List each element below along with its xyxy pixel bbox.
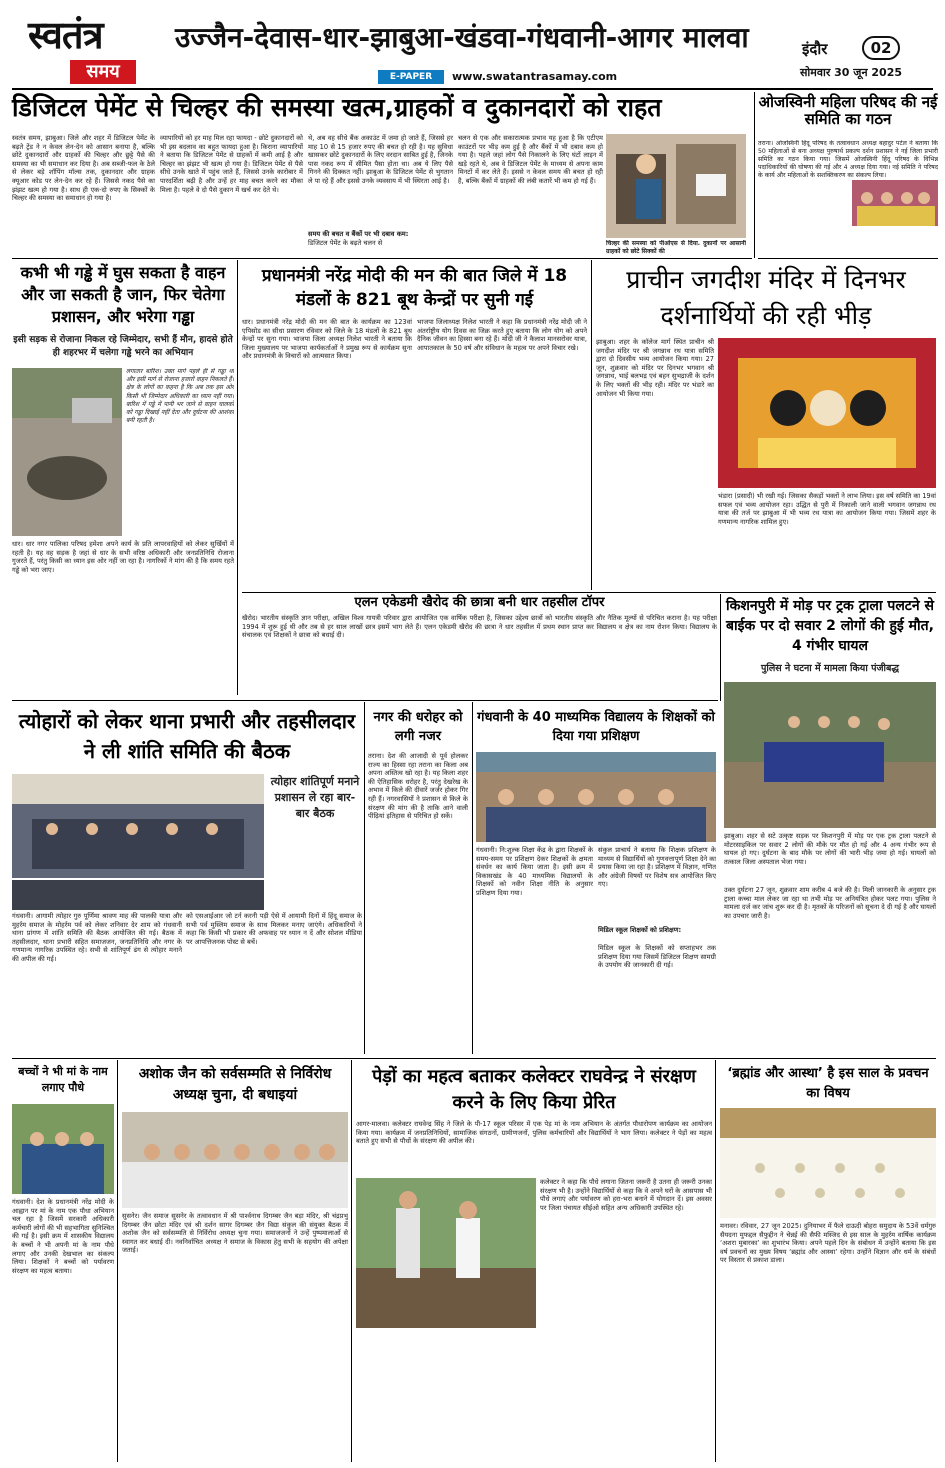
- bachhon-text: गंधवानी। देश के प्रधानमंत्री नरेंद्र मोदी के आह्वान पर मां के नाम एक पौधा अभियान चल रहा है जिसमें सरकारी अधिकारी कर्मचारी लोगों की भी सहभागिता सुनिश्चित की गई है। इसी क्रम में शासकीय विद्यालय के बच्चों ने भी अपनी मां के नाम पौधे लगाए और उनकी देखभाल का संकल्प लिया। शिक्षकों ने बच्चों को पर्यावरण संरक्षण का महत्व बताया।: [12, 1198, 114, 1275]
- jagdish-col2: भंडारा (प्रसादी) भी रखी गई। जिसका सैकड़ों भक्तों ने लाभ लिया। इस वर्ष समिति का 19वां सफल एवं भव्य आयोजन रहा। उद्धित से पुरी में निकाली जाने वाली भगवान जगन्नाथ रथ यात्रा की तर्ज पर झाबुआ में भी भव्य रथ यात्रा का आयोजन किया गया। जिसमें शहर के गणमान्य नागरिक शामिल हुए।: [718, 492, 936, 526]
- tyohar-photo: [12, 774, 264, 878]
- logo-top: स्वतंत्र: [28, 13, 103, 57]
- ojasvini-rule: [758, 258, 938, 259]
- digital-col1: स्वतंत्र समय, झाबुआ। जिले और शहर में डिजिटल पेमेंट के बढ़ते ट्रेंड ने न केवल लेन-देन को आसान बनाया है, बल्कि छोटे दुकानदारों और ग्राहकों की चिल्हर और छुट्टे पैसे की समस्या का भी समाधान कर दिया है। अब सब्जी-फल के ठेले से लेकर बड़े शॉपिंग मॉल्स तक, दुकानदार और ग्राहक क्यूआर कोड पर लेन-देन कर रहे हैं। जिससे नकद पैसे का झंझट खत्म हो गया है। साथ ही एक-दो रुपए के सिक्कों के चिल्हर की समस्या का समाधान हो गया है।: [12, 134, 155, 203]
- allen-text: खैरोद। भारतीय संस्कृति ज्ञान परीक्षा, अखिल विश्व गायत्री परिवार द्वारा आयोजित एक वार्षिक परीक्षा है, जिसका उद्देश्य छात्रों को भारतीय संस्कृति और नैतिक मूल्यों से परिचित कराना है। यह परीक्षा 1994 में शुरू हुई थी और तब से हर साल लाखों छात्र इसमें भाग लेते हैं। एलन एकेडमी खैरोद की छात्रा ने धार तहसील में प्रथम स्थान प्राप्त कर विद्यालय व क्षेत्र का नाम रोशन किया। विद्यालय के संचालक एवं शिक्षकों ने छात्रा को बधाई दी।: [242, 614, 717, 640]
- page-number: 02: [870, 39, 892, 57]
- digital-col2: व्यापारियों को हर माह मिल रहा फायदा - छोटे दुकानदारों को भी इस बदलाव का बहुत फायदा हुआ है। किराना व्यापारियों ने बताया कि डिजिटल पेमेंट से ग्राहकों में कमी आई है और चिल्हर का झंझट भी खत्म हो गया है। डिजिटल पेमेंट से पैसे सीधे उनके खाते में पहुंच जाते हैं, जिससे उनके कारोबार में पारदर्शिता बढ़ी है और उन्हें हर माह बचत करने का मौका मिला है। पहले वे दो पैसे दुकान में खर्च कर देते थे।: [160, 134, 303, 194]
- vrule-e: [472, 702, 473, 1054]
- vrule-c: [720, 594, 721, 701]
- digital-subhead: समय की बचत व बैंकों पर भी दबाव कम:: [308, 230, 409, 238]
- kishanpuri-headline: किशनपुरी में मोड़ पर ट्रक ट्राला पलटने से बाईक पर दो सवार 2 लोगों की हुई मौत, 4 गंभीर घायल: [726, 598, 934, 654]
- ped-text3: [356, 1332, 536, 1460]
- modi-col1: धार। प्रधानमंत्री नरेंद्र मोदी की मन की बात के कार्यक्रम का 123वां एपिसोड का सीधा प्रसारण रविवार को जिले के 18 मंडलों के 821 बूथ केन्द्रों पर सुना गया। भाजपा जिला अध्यक्ष निलेश भारती ने बताया कि जिला मुख्यालय पर भाजपा कार्यकर्ताओं ने प्रमुख रूप से कार्यक्रम सुना और प्रधानमंत्री के विचारों को आत्मसात किया।: [242, 318, 412, 361]
- digital-photo: [606, 134, 746, 238]
- digital-caption: चिल्हर की समस्या को पीओएस से दिया. दुकानों पर आसानी ग्राहकों को छोटे सिक्कों की: [606, 240, 746, 255]
- school-subhead: मिडिल स्कूल शिक्षकों को प्रशिक्षण:: [598, 926, 682, 934]
- ped-text2: कलेक्टर ने कहा कि पौधे लगाना जितना जरूरी है उतना ही जरूरी उनका संरक्षण भी है। उन्होंने विद्यार्थियों से कहा कि वे अपने घरों के आसपास भी पौधे लगाएं और पर्यावरण को हरा-भरा बनाने में योगदान दें। इस अवसर पर जिला पंचायत सीईओ सहित अन्य अधिकारी उपस्थित रहे।: [540, 1178, 712, 1212]
- vrule-right-top: [754, 92, 755, 258]
- bachhon-headline: बच्चों ने भी मां के नाम लगाए पौधे: [18, 1065, 108, 1094]
- tyohar-headline: त्योहारों को लेकर थाना प्रभारी और तहसीलदार ने ली शांति समिति की बैठक: [18, 709, 356, 763]
- ashok-headline: अशोक जैन को सर्वसम्मति से निर्विरोध अध्यक्ष चुना, दी बधाइयां: [138, 1066, 332, 1103]
- bachhon-photo: [12, 1104, 114, 1194]
- digital-col3: थे, अब वह सीधे बैंक अकाउंट में जमा हो जाते हैं, जिससे हर माह 10 से 15 हजार रुपए की बचत हो रही है। यह सुविधा खासकर छोटे दुकानदारों के लिए वरदान साबित हुई है, जिनके पास नकद रूप में सीमित पैसा होता था। अब ये लिए पैसे गिनने की दिक्कत नहीं। झाबुआ के डिजिटल पेमेंट से भुगतान ले पा रहे हैं और इससे उनके व्यवसाय में भी स्थिरता आई है।: [308, 134, 453, 185]
- digital-rule: [12, 258, 752, 259]
- website[interactable]: www.swatantrasamay.com: [452, 70, 618, 83]
- logo-bottom: समय: [86, 61, 120, 82]
- masthead: [0, 0, 945, 90]
- digital-headline: डिजिटल पेमेंट से चिल्हर की समस्या खत्म,ग्राहकों व दुकानदारों को राहत: [12, 93, 662, 122]
- brahmand-headline: ‘ब्रह्मांड और आस्था’ है इस साल के प्रवचन का विषय: [727, 1066, 929, 1101]
- ped-text: आगर-मालवा। कलेक्टर राघवेन्द्र सिंह ने जिले के पी-17 स्कूल परिसर में एक पेड़ मां के नाम अभियान के अंतर्गत पौधारोपण कार्यक्रम का आयोजन किया गया। कार्यक्रम में जनप्रतिनिधियों, सामाजिक संगठनों, ग्रामीणजनों, पुलिस कर्मचारियों और विद्यार्थियों ने भाग लिया। कलेक्टर ने पेड़ों का महत्व बताते हुए सभी से पौधों के संरक्षण की अपील की।: [356, 1120, 712, 1146]
- brahmand-text: मनावर। रविवार, 27 जून 2025। दुनियाभर में फैले दाऊदी बोहरा समुदाय के 53वें धर्मगुरु सैयदना मुफद्दल सैफुद्दीन ने चेन्नई की सैफी मस्जिद से इस साल के मुहर्रम वार्षिक कार्यक्रम ‘अशरा मुबारका’ का शुभारंभ किया। अपने पहले दिन के संबोधन में उन्होंने बताया कि इस वर्ष प्रवचनों का मुख्य विषय ‘ब्रह्मांड और आस्था’ रहेगा। उन्होंने विज्ञान और धर्म के संबंधों पर विस्तार से प्रकाश डाला।: [720, 1222, 936, 1265]
- epaper-badge: [378, 70, 444, 84]
- ped-headline: पेड़ों का महत्व बताकर कलेक्टर राघवेन्द्र ने संरक्षण करने के लिए किया प्रेरित: [372, 1066, 696, 1113]
- ashok-photo: [122, 1112, 348, 1208]
- brahmand-photo: [720, 1108, 936, 1218]
- page-number-badge: [862, 36, 900, 60]
- modi-headline: प्रधानमंत्री नरेंद्र मोदी की मन की बात जिले में 18 मंडलों के 821 बूथ केन्द्रों पर सुनी गई: [261, 266, 568, 310]
- city-label: इंदौर: [802, 40, 828, 58]
- jagdish-headline: प्राचीन जगदीश मंदिर में दिनभर दर्शनार्थियों की रही भीड़: [626, 265, 906, 330]
- vrule-g: [351, 1060, 352, 1462]
- digital-col4: चलन से एक और सकारात्मक प्रभाव यह हुआ है कि एटीएम काउंटरों पर भीड़ कम हुई है और बैंकों में भी दबाव कम हो गया है। पहले जहां लोग पैसे निकालने के लिए घंटों लाइन में खड़े रहते थे, अब वे डिजिटल पेमेंट के माध्यम से अपना काम मिनटों में कर लेते हैं। इससे न केवल समय की बचत हो रही है, बल्कि बैंकों में ग्राहकों की लंबी कतारें भी कम हो गई हैं।: [458, 134, 603, 185]
- kishanpuri-text: झाबुआ। शहर से सटे उत्कृष्ट सड़क पर किशनपुरी में मोड़ पर एक ट्रक ट्राला पलटने से मोटरसाइकिल पर सवार 2 लोगों की मौके पर मौत हो गई और 4 अन्य गंभीर रूप से घायल हो गए। दुर्घटना के बाद मौके पर लोगों की भारी भीड़ जमा हो गई। घायलों को तत्काल जिला अस्पताल भेजा गया।: [724, 832, 936, 866]
- vrule-d: [364, 702, 365, 1054]
- tyohar-deck: त्योहार शांतिपूर्ण मनाने प्रशासन ले रहा बार-बार बैठक: [270, 775, 360, 820]
- hrule-low: [12, 1058, 936, 1059]
- kishanpuri-text2: उक्त दुर्घटना 27 जून, शुक्रवार शाम करीब 4 बजे की है। मिली जानकारी के अनुसार ट्रक ट्राला कच्चा माल लेकर जा रहा था तभी मोड़ पर अनियंत्रित होकर पलट गया। पुलिस ने मामला दर्ज कर जांच शुरू कर दी है। मृतकों के परिजनों को सूचना दे दी गई है और घायलों का उपचार जारी है।: [724, 886, 936, 920]
- digital-col3b: डिजिटल पेमेंट के बढ़ते चलन से: [308, 239, 383, 247]
- gaddha-photo: [12, 368, 122, 536]
- vrule-b: [591, 260, 592, 590]
- school-col2: संकुल प्राचार्य ने बताया कि शिक्षक प्रशिक्षण के माध्यम से विद्यार्थियों को गुणवत्तापूर्ण शिक्षा देने का प्रयास किया जा रहा है। प्रशिक्षण में विज्ञान, गणित और अंग्रेजी विषयों पर विशेष सत्र आयोजित किए गए।: [598, 846, 716, 889]
- ojasvini-photo: [852, 180, 938, 226]
- school-photo: [476, 752, 716, 842]
- epaper-label: E-PAPER: [389, 72, 433, 82]
- allen-headline: एलन एकेडमी खैरोद की छात्रा बनी धार तहसील टॉपर: [354, 595, 605, 610]
- kishanpuri-photo: [724, 682, 936, 828]
- masthead-rule: [12, 88, 933, 90]
- digital-col3-wrap: [308, 134, 453, 254]
- jagdish-rule: [242, 592, 936, 593]
- school-headline: गंधवानी के 40 माध्यमिक विद्यालय के शिक्षकों को दिया गया प्रशिक्षण: [477, 710, 715, 744]
- tyohar-text2: को एसआईआर जो टर्न करनी पड़ी ऐसे में आयामी दिनों में हिंदू समाज के सभी पर्व मुस्लिम समाज के साथ मिलकर मनाए जाएंगे। अधिकारियों ने कहा कि किसी भी प्रकार की अफवाह पर ध्यान न दें और सोशल मीडिया पर आपत्तिजनक पोस्ट से बचें।: [186, 912, 362, 946]
- school-col2-wrap: [598, 846, 716, 1052]
- vrule-a: [237, 260, 238, 695]
- ashok-text: सुसनेर। जैन समाज सुसनेर के तत्वावधान में श्री पार्श्वनाथ दिगम्बर जैन बड़ा मंदिर, श्री चंद्रप्रभु दिगम्बर जैन छोटा मंदिर एवं श्री दर्शन सागर दिगम्बर जैन विद्या संकुल की संयुक्त बैठक में अशोक जैन को सर्वसम्मति से निर्विरोध अध्यक्ष चुना गया। समाजजनों ने उन्हें पुष्पमालाओं से स्वागत कर बधाई दी। नवनिर्वाचित अध्यक्ष ने समाज के विकास हेतु सभी के सहयोग की अपेक्षा जताई।: [122, 1212, 348, 1255]
- nagar-headline: नगर की धरोहर को लगी नजर: [373, 710, 463, 744]
- ped-photo: [356, 1178, 536, 1328]
- vrule-f: [117, 1060, 118, 1462]
- school-col2b: मिडिल स्कूल के शिक्षकों को सप्ताहभर तक प्रशिक्षण दिया गया जिसमें डिजिटल शिक्षण सामग्री के उपयोग की जानकारी दी गई।: [598, 944, 716, 970]
- kishanpuri-deck: पुलिस ने घटना में मामला किया पंजीबद्ध: [760, 663, 900, 674]
- ojasvini-headline: ओजस्विनी महिला परिषद की नई समिति का गठन: [758, 93, 938, 129]
- jagdish-col1: झाबुआ। शहर के कॉलेज मार्ग स्थित प्राचीन श्री जगदीश मंदिर पर श्री जगन्नाथ रथ यात्रा समिति द्वारा दो दिवसीय भव्य आयोजन किया गया। 27 जून, शुक्रवार को मंदिर पर दिनभर भगवान श्री जगन्नाथ, भाई बलभद्र एवं बहन सुभद्राजी के दर्शन के लिए भक्तों की भीड़ रही। मंदिर पर भंडारे का आयोजन भी किया गया।: [596, 338, 714, 398]
- hrule-mid: [12, 700, 718, 701]
- gaddha-body: धार। धार नगर पालिका परिषद हमेशा अपने कार्य के प्रति लापरवाहियों को लेकर सुर्खियों में रहती है। यह वह सड़क है जहां से धार के सभी वरिष्ठ अधिकारी और जनप्रतिनिधि रोजाना गुजरते हैं, परंतु किसी का ध्यान इस ओर नहीं जा रहा है। नागरिकों ने मांग की है कि समय रहते गड्ढे को भरा जाए।: [12, 540, 234, 574]
- ojasvini-text: तराना। ओजस्विनी हिंदू परिषद के तत्वावधान अध्यक्ष बहादुर पटेल ने बताया कि 50 महिलाओं से बना अध्यक्ष पुरुषार्थ प्रकल्प दर्शन प्रशासन ने नई जिला प्रभारी समिति का गठन किया गया। जिसमें ओजस्विनी हिंदू परिषद के विभिन्न पदाधिकारियों की घोषणा की गई और 4 अध्यक्ष दिया गया। नई समिति ने परिषद के कार्य और महिलाओं के सशक्तिकरण का संकल्प लिया।: [758, 140, 938, 179]
- date-label: सोमवार 30 जून 2025: [800, 66, 903, 79]
- edition-title: उज्जैन-देवास-धार-झाबुआ-खंडवा-गंधवानी-आगर मालवा: [175, 21, 749, 54]
- school-col1: गंधवानी। नि:शुल्क शिक्षा केंद्र के द्वारा शिक्षकों के समय-समय पर प्रशिक्षण देकर शिक्षकों के क्षमता संवर्धन का कार्य किया जाता है। इसी क्रम में विकासखंड के 40 माध्यमिक विद्यालयों के शिक्षकों को नवीन शिक्षा नीति के अनुसार प्रशिक्षण दिया गया।: [476, 846, 593, 897]
- gaddha-side: लगातार बारिश। उक्त मार्ग पहले ही से गड्ढा था और इसी मार्ग से रोजाना हजारों वाहन निकलते हैं। क्षेत्र के लोगों का कहना है कि अब तक इस ओर किसी भी जिम्मेदार अधिकारी का ध्यान नहीं गया। बारिश में गड्ढे में पानी भर जाने से वाहन चालकों को गड्ढा दिखाई नहीं देता और दुर्घटना की आशंका बनी रहती है।: [126, 368, 234, 425]
- vrule-h: [715, 1060, 716, 1462]
- logo-bottom-box: [70, 60, 136, 84]
- gaddha-deck: इसी सड़क से रोजाना निकल रहे जिम्मेदार, सभी हैं मौन, हादसे होते ही शहरभर में चलेगा गड्ढे भरने का अभियान: [13, 335, 233, 358]
- jagdish-photo: [718, 338, 936, 488]
- tyohar-photo2: [12, 880, 264, 910]
- nagar-text: तराना। देश की आजादी से पूर्व होलकर राज्य का हिस्सा रहा तराना का किला अब अपना अस्तित्व खो रहा है। यह किला शहर की ऐतिहासिक धरोहर है, परंतु देखरेख के अभाव में किले की दीवारें जर्जर होकर गिर रही हैं। नगरवासियों ने प्रशासन से किले के संरक्षण की मांग की है ताकि आने वाली पीढ़ियां इतिहास से परिचित हो सकें।: [368, 752, 468, 821]
- gaddha-headline: कभी भी गड्ढे में घुस सकता है वाहन और जा सकती है जान, फिर चेतेगा प्रशासन, और भरेगा गड्ढा: [20, 263, 226, 326]
- tyohar-text: गंधवानी। आगामी त्योहार गुरु पूर्णिमा श्रावण माह की पालकी यात्रा और मुहर्रम समाज के मोहर्रम पर्व को लेकर शनिवार देर शाम को गंधवानी थाना प्रांगण में शांति समिति की बैठक आयोजित की गई। बैठक में तहसीलदार, थाना प्रभारी सहित समाजजन, जनप्रतिनिधि और नगर के गणमान्य नागरिक उपस्थित रहे। सभी से शांतिपूर्ण ढंग से त्योहार मनाने की अपील की गई।: [12, 912, 182, 963]
- modi-col2: भाजपा जिलाध्यक्ष निलेश भारती ने कहा कि प्रधानमंत्री नरेंद्र मोदी जी ने अंतर्राष्ट्रीय योग दिवस का जिक्र करते हुए बताया कि लोग योग को अपने दैनिक जीवन का हिस्सा बना रहे हैं। मोदी जी ने कैलाश मानसरोवर यात्रा, आपातकाल के 50 वर्ष और संविधान के महत्व पर अपने विचार रखे।: [417, 318, 587, 352]
